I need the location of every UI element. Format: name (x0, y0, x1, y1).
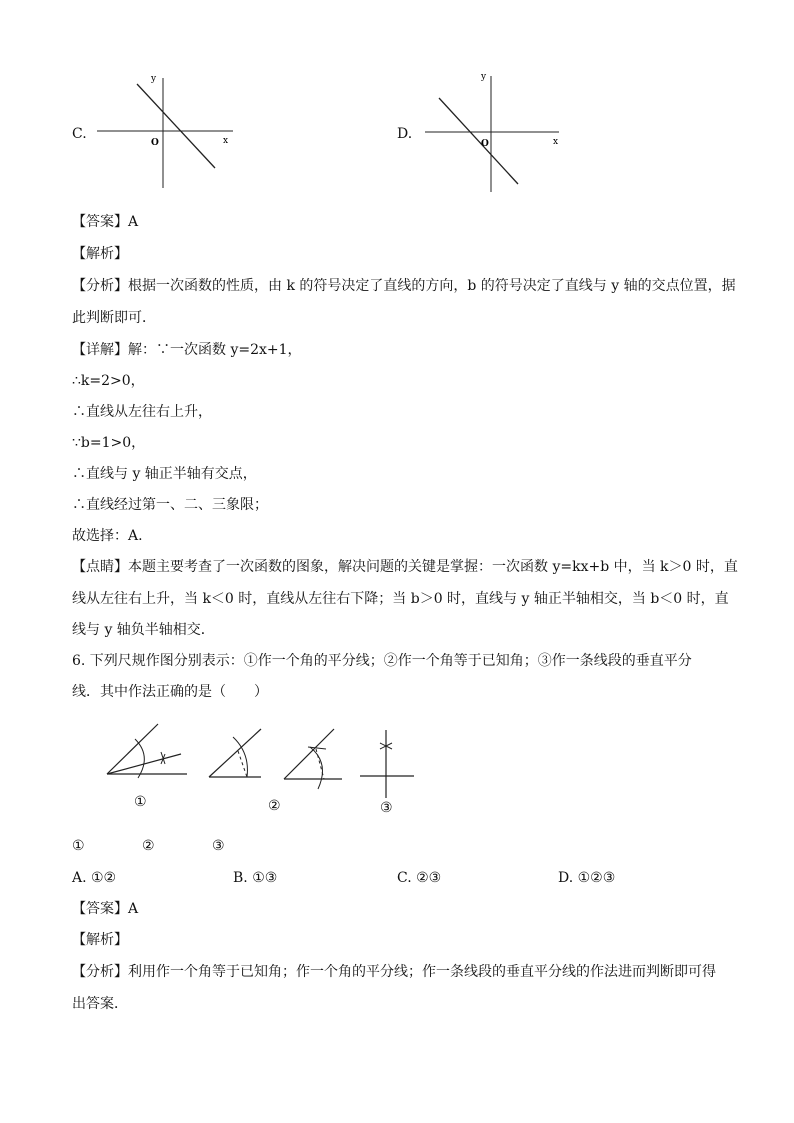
figure-2-right-angle (280, 723, 360, 803)
q6-option-a: A. ①② (72, 870, 117, 886)
q5-xiangjie-line-4: ∵b=1>0， (72, 435, 146, 451)
figure-1-label: ① (134, 794, 147, 810)
figure-2-label: ② (268, 798, 281, 814)
q5-dianjing-line-1: 【点睛】本题主要考查了一次函数的图象，解决问题的关键是掌握：一次函数 y=kx+b 中，当 k＞0 时，直 (72, 559, 738, 575)
q5-dianjing-line-3: 线与 y 轴负半轴相交． (72, 622, 215, 638)
q5-xiangjie-line-2: ∴k=2>0， (72, 373, 145, 389)
q6-fenxi-line-1: 【分析】利用作一个角等于已知角；作一个角的平分线；作一条线段的垂直平分线的作法进而判断即可得 (72, 964, 716, 980)
q6-stem-line-2: 线．其中作法正确的是（ ） (72, 684, 268, 700)
figure-3-label: ③ (380, 800, 393, 816)
q6-fenxi-line-2: 出答案． (72, 996, 128, 1012)
q5-analysis-heading: 【解析】 (72, 246, 128, 262)
figure-1-angle-bisector (103, 718, 193, 798)
option-c-label: C. (72, 126, 87, 142)
q6-option-c: C. ②③ (397, 870, 442, 886)
graph-c-origin-label: O (151, 138, 159, 148)
figure-3-perpendicular-bisector (358, 722, 418, 802)
q6-analysis-heading: 【解析】 (72, 932, 128, 948)
q6-option-d: D. ①②③ (558, 870, 616, 886)
graph-d-x-label: x (553, 137, 559, 147)
q6-stem-line-1: 6. 下列尺规作图分别表示：①作一个角的平分线；②作一个角等于已知角；③作一条线段的垂直平分 (72, 653, 692, 669)
graph-d-y-label: y (481, 72, 487, 82)
q5-xiangjie-line-5: ∴直线与 y 轴正半轴有交点， (72, 466, 257, 482)
graph-c-x-label: x (223, 136, 229, 146)
q5-fenxi-line-2: 此判断即可． (72, 310, 156, 326)
q5-xiangjie-line-3: ∴直线从左往右上升， (72, 404, 212, 420)
q5-fenxi-line-1: 【分析】根据一次函数的性质，由 k 的符号决定了直线的方向，b 的符号决定了直线与 y 轴的交点位置，据 (72, 278, 736, 294)
figure-2-left-angle (205, 723, 275, 803)
graph-c (95, 70, 245, 195)
caption-label-3: ③ (212, 838, 225, 854)
graph-d (423, 68, 573, 193)
q6-option-b: B. ①③ (233, 870, 278, 886)
q6-answer: 【答案】A (72, 901, 139, 917)
option-d-label: D. (397, 126, 413, 142)
graph-d-origin-label: O (481, 139, 489, 149)
q5-xiangjie-line-7: 故选择：A. (72, 528, 143, 544)
q5-dianjing-line-2: 线从左往右上升，当 k＜0 时，直线从左往右下降；当 b＞0 时，直线与 y 轴正半轴相交，当 b＜0 时，直 (72, 591, 729, 607)
graph-c-y-label: y (151, 74, 157, 84)
caption-label-2: ② (142, 838, 155, 854)
q5-xiangjie-line-1: 【详解】解：∵一次函数 y=2x+1， (72, 342, 302, 358)
caption-label-1: ① (72, 838, 85, 854)
q5-answer: 【答案】A (72, 214, 139, 230)
q5-xiangjie-line-6: ∴直线经过第一、二、三象限； (72, 497, 268, 513)
